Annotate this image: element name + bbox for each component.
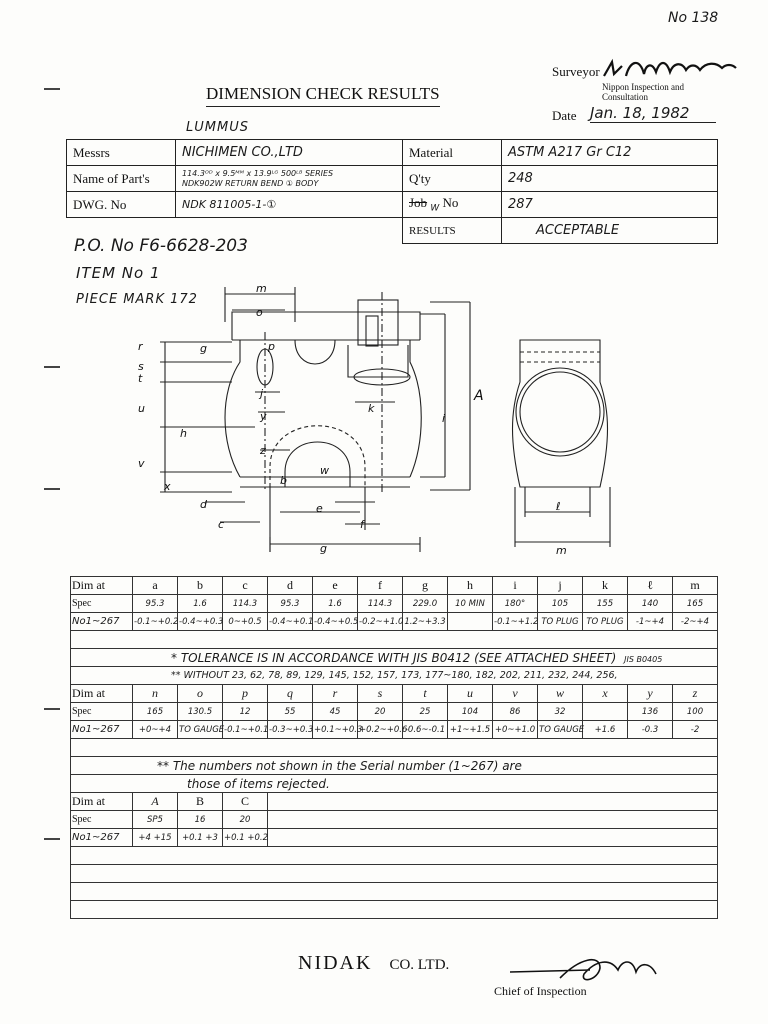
- header-cell: s: [358, 685, 403, 703]
- header-cell: g: [403, 577, 448, 595]
- spec-cell: 155: [583, 595, 628, 613]
- drawing-label: ℓ: [556, 500, 561, 513]
- header-cell: z: [673, 685, 718, 703]
- row-label: No1~267: [71, 613, 133, 631]
- spec-cell: 10 MIN: [448, 595, 493, 613]
- drawing-label: h: [180, 427, 187, 440]
- spec-cell: 20: [358, 703, 403, 721]
- scan-mark: [44, 708, 60, 710]
- empty-cell: [268, 829, 718, 847]
- spec-cell: 140: [628, 595, 673, 613]
- table2-result-row: [71, 721, 718, 739]
- spec-cell: 1.6: [313, 595, 358, 613]
- qty-value: 248: [502, 166, 718, 192]
- dimension-table: [70, 576, 718, 919]
- job-value: 287: [502, 192, 718, 218]
- part-value: [176, 166, 403, 192]
- scan-mark: [44, 838, 60, 840]
- drawing-label: s: [138, 360, 144, 373]
- header-cell: Dim at: [71, 577, 133, 595]
- result-cell: -2~+4: [673, 613, 718, 631]
- spec-cell: 95.3: [133, 595, 178, 613]
- header-cell: c: [223, 577, 268, 595]
- empty-cell: [268, 793, 718, 811]
- spec-cell: 20: [223, 811, 268, 829]
- result-cell: TO GAUGE: [178, 721, 223, 739]
- job-label-no: No: [442, 195, 459, 211]
- spec-cell: 229.0: [403, 595, 448, 613]
- surveyor-org-line2: Consultation: [602, 92, 649, 102]
- result-cell: -2: [673, 721, 718, 739]
- spec-cell: 114.3: [223, 595, 268, 613]
- footer-role: Chief of Inspection: [494, 984, 587, 998]
- header-cell: t: [403, 685, 448, 703]
- footer-company-name: NIDAK: [298, 952, 373, 974]
- result-cell: +0.1 +3: [178, 829, 223, 847]
- spec-cell: 32: [538, 703, 583, 721]
- result-cell: +0.1 +0.2: [223, 829, 268, 847]
- drawing-label: t: [138, 372, 143, 385]
- tolerance-row: [71, 649, 718, 667]
- date-value: Jan. 18, 1982: [590, 104, 716, 123]
- drawing-label: c: [218, 518, 225, 531]
- result-cell: +0~+4: [133, 721, 178, 739]
- header-cell: m: [673, 577, 718, 595]
- header-cell: v: [493, 685, 538, 703]
- spec-cell: 95.3: [268, 595, 313, 613]
- drawing-label: z: [260, 444, 266, 457]
- job-label-struck: Job: [409, 195, 428, 211]
- drawing-label: o: [256, 306, 263, 319]
- blank-row: [71, 631, 718, 649]
- result-cell: 0~+0.5: [223, 613, 268, 631]
- dwg-label: DWG. No: [67, 192, 176, 218]
- drawing-label: w: [320, 464, 329, 477]
- spec-label: Spec: [71, 811, 133, 829]
- drawing-label: y: [260, 410, 267, 423]
- result-cell: TO GAUGE: [538, 721, 583, 739]
- spec-cell: 130.5: [178, 703, 223, 721]
- drawing-label: x: [164, 480, 171, 493]
- po-number: P.O. No F6-6628-203: [74, 236, 248, 256]
- drawing-label: p: [268, 340, 275, 353]
- drawing-label: u: [138, 402, 145, 415]
- drawing-label: m: [556, 544, 567, 557]
- page-number: No 138: [668, 10, 719, 26]
- spec-cell: 114.3: [358, 595, 403, 613]
- spec-cell: 25: [403, 703, 448, 721]
- table3-header-row: [71, 793, 718, 811]
- spec-cell: 12: [223, 703, 268, 721]
- header-cell: ℓ: [628, 577, 673, 595]
- scan-mark: [44, 366, 60, 368]
- table1-result-row: [71, 613, 718, 631]
- blank-row: [71, 901, 718, 919]
- spec-cell: 165: [133, 703, 178, 721]
- drawing-label: i: [442, 412, 446, 425]
- result-cell: -0.1~+0.1: [223, 721, 268, 739]
- header-cell: f: [358, 577, 403, 595]
- header-cell: Dim at: [71, 685, 133, 703]
- result-cell: +4 +15: [133, 829, 178, 847]
- spec-cell: 86: [493, 703, 538, 721]
- spec-cell: 136: [628, 703, 673, 721]
- table1-spec-row: [71, 595, 718, 613]
- rejected-row-1: [71, 757, 718, 775]
- drawing-label: v: [138, 457, 145, 470]
- drawing-label: g: [200, 342, 207, 355]
- drawing-label: e: [316, 502, 323, 515]
- surveyor-signature: [600, 54, 740, 84]
- header-cell: e: [313, 577, 358, 595]
- drawing-label: k: [368, 402, 375, 415]
- result-cell: +1~+1.5: [448, 721, 493, 739]
- header-cell: q: [268, 685, 313, 703]
- part-value-line2: NDK902W RETURN BEND ① BODY: [182, 178, 319, 188]
- footer-company: [298, 952, 449, 975]
- tolerance-note-text: * TOLERANCE IS IN ACCORDANCE WITH JIS B0412 (SEE ATTACHED SHEET): [171, 650, 617, 665]
- technical-drawing: [120, 282, 630, 562]
- header-cell: r: [313, 685, 358, 703]
- part-value-line1: 114.3ᴼᴰ x 9.5ᴹᴹ x 13.9ᴸᴳ 500ᴸᴮ SERIES: [182, 168, 334, 178]
- header-cell: i: [493, 577, 538, 595]
- table2-spec-row: [71, 703, 718, 721]
- result-cell: -0.3: [628, 721, 673, 739]
- date-label: Date: [552, 108, 577, 123]
- header-cell: w: [538, 685, 583, 703]
- result-cell: -0.3~+0.3: [268, 721, 313, 739]
- header-cell: j: [538, 577, 583, 595]
- header-cell: u: [448, 685, 493, 703]
- surveyor-label: Surveyor: [552, 64, 600, 79]
- result-cell: -0.4~+0.5: [313, 613, 358, 631]
- part-label: Name of Part's: [67, 166, 176, 192]
- header-cell: h: [448, 577, 493, 595]
- rejected-row-2: [71, 775, 718, 793]
- blank-row: [71, 883, 718, 901]
- empty-cell: [268, 811, 718, 829]
- results-label: RESULTS: [403, 218, 502, 244]
- rejected-note-line1: ** The numbers not shown in the Serial number (1~267) are: [71, 757, 718, 775]
- header-cell: p: [223, 685, 268, 703]
- row-label: No1~267: [71, 829, 133, 847]
- material-value: ASTM A217 Gr C12: [502, 140, 718, 166]
- result-cell: 1.2~+3.3: [403, 613, 448, 631]
- spec-cell: 180°: [493, 595, 538, 613]
- header-cell: o: [178, 685, 223, 703]
- spec-label: Spec: [71, 595, 133, 613]
- rejected-note-line2: those of items rejected.: [71, 775, 718, 793]
- drawing-label: j: [260, 387, 264, 400]
- result-cell: +0.1~+0.3: [313, 721, 358, 739]
- spec-cell: 45: [313, 703, 358, 721]
- row-label: No1~267: [71, 721, 133, 739]
- result-cell: -0.4~+0.1: [268, 613, 313, 631]
- messrs-label: Messrs: [67, 140, 176, 166]
- item-number: ITEM No 1: [76, 264, 161, 282]
- drawing-label: d: [200, 498, 207, 511]
- spec-cell: 100: [673, 703, 718, 721]
- header-cell: d: [268, 577, 313, 595]
- header-cell: C: [223, 793, 268, 811]
- blank-row: [71, 739, 718, 757]
- result-cell: -0.6~-0.1: [403, 721, 448, 739]
- header-cell: Dim at: [71, 793, 133, 811]
- surveyor-org-line1: Nippon Inspection and: [602, 82, 684, 92]
- spec-cell: 55: [268, 703, 313, 721]
- table3-spec-row: [71, 811, 718, 829]
- piece-mark: PIECE MARK 172: [76, 292, 198, 307]
- material-label: Material: [403, 140, 502, 166]
- result-cell: -0.1~+1.2: [493, 613, 538, 631]
- result-cell: -0.1~+0.2: [133, 613, 178, 631]
- messrs-value: NICHIMEN CO.,LTD: [176, 140, 403, 166]
- header-cell: B: [178, 793, 223, 811]
- spec-cell: SP5: [133, 811, 178, 829]
- scan-mark: [44, 488, 60, 490]
- spec-cell: 165: [673, 595, 718, 613]
- drawing-label: b: [280, 474, 287, 487]
- footer-company-suffix: CO. LTD.: [389, 957, 450, 973]
- drawing-label: r: [138, 340, 143, 353]
- blank-row: [71, 847, 718, 865]
- header-cell: a: [133, 577, 178, 595]
- tolerance-note: [71, 649, 718, 667]
- spec-cell: 105: [538, 595, 583, 613]
- without-note: ** WITHOUT 23, 62, 78, 89, 129, 145, 152, 157, 173, 177~180, 182, 202, 211, 232, 244, 256,: [71, 667, 718, 685]
- job-label-sub: W: [430, 203, 440, 214]
- result-cell: TO PLUG: [583, 613, 628, 631]
- drawing-label: m: [256, 282, 267, 295]
- result-cell: TO PLUG: [538, 613, 583, 631]
- blank-row: [71, 865, 718, 883]
- header-cell: b: [178, 577, 223, 595]
- result-cell: -0.2~+1.0: [358, 613, 403, 631]
- results-value: ACCEPTABLE: [502, 218, 718, 244]
- header-note: LUMMUS: [186, 120, 249, 135]
- surveyor-org: [602, 82, 684, 102]
- spec-cell: [583, 703, 628, 721]
- header-cell: x: [583, 685, 628, 703]
- result-cell: +0~+1.0: [493, 721, 538, 739]
- without-row: [71, 667, 718, 685]
- result-cell: -1~+4: [628, 613, 673, 631]
- result-cell: +0.2~+0.6: [358, 721, 403, 739]
- table1-header-row: [71, 577, 718, 595]
- spec-cell: 104: [448, 703, 493, 721]
- spec-cell: 1.6: [178, 595, 223, 613]
- header-cell: n: [133, 685, 178, 703]
- scan-mark: [44, 88, 60, 90]
- page-title: DIMENSION CHECK RESULTS: [206, 84, 440, 107]
- qty-label: Q'ty: [403, 166, 502, 192]
- drawing-label: A: [474, 388, 484, 404]
- drawing-label: f: [360, 518, 364, 531]
- result-cell: [448, 613, 493, 631]
- header-cell: k: [583, 577, 628, 595]
- drawing-label: g: [320, 542, 327, 555]
- result-cell: +1.6: [583, 721, 628, 739]
- table3-result-row: [71, 829, 718, 847]
- tolerance-sub: JIS B0405: [624, 654, 663, 664]
- table2-header-row: [71, 685, 718, 703]
- job-label: [403, 192, 502, 218]
- header-cell: y: [628, 685, 673, 703]
- result-cell: -0.4~+0.3: [178, 613, 223, 631]
- info-table: [66, 139, 718, 244]
- spec-cell: 16: [178, 811, 223, 829]
- spec-label: Spec: [71, 703, 133, 721]
- dwg-value: NDK 811005-1-①: [176, 192, 403, 218]
- header-cell: A: [133, 793, 178, 811]
